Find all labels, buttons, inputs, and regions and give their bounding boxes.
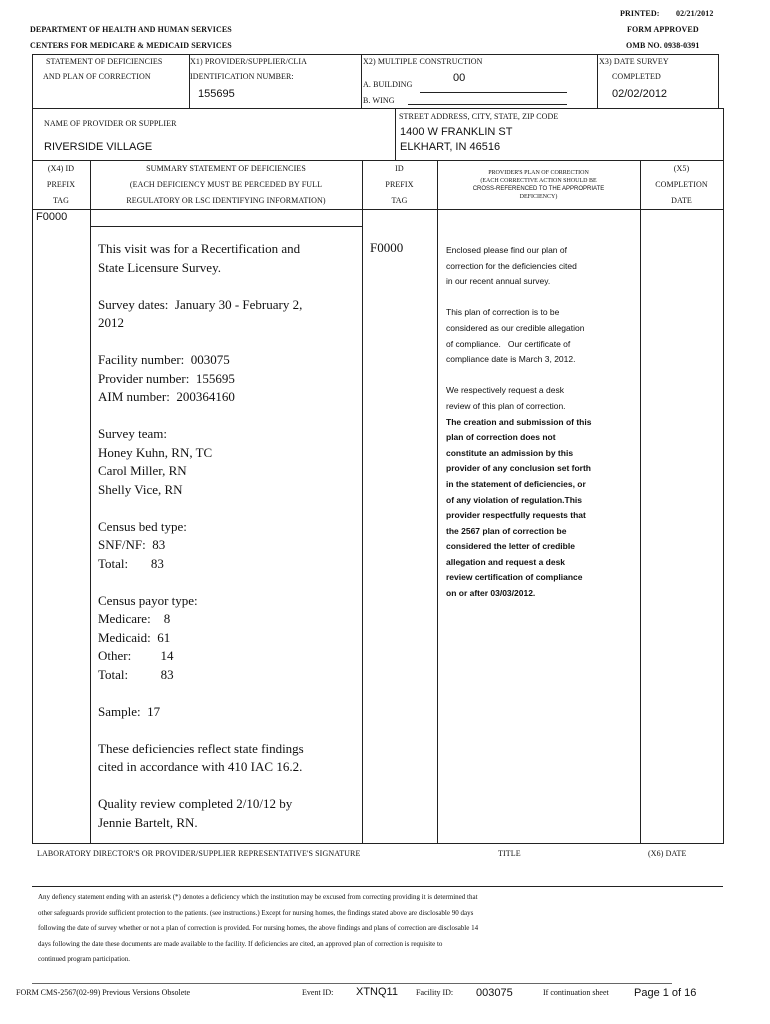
form-number: FORM CMS-2567(02-99) Previous Versions Obsolete bbox=[16, 988, 191, 997]
x4-header-1: (X4) ID bbox=[47, 164, 75, 173]
form-approved: FORM APPROVED bbox=[627, 25, 699, 34]
tag-row-rule bbox=[90, 226, 362, 227]
disclaimer-line: Any defiency statement ending with an asterisk (*) denotes a deficiency which the institution may be excused from correcting providing it is determined that bbox=[38, 893, 478, 901]
plan-line: allegation and request a desk bbox=[446, 556, 566, 567]
x2-label: X2) MULTIPLE CONSTRUCTION bbox=[363, 57, 483, 66]
plan-line: We respectively request a desk bbox=[446, 385, 564, 396]
disclaimer-line: following the date of survey whether or not a plan of correction is provided. For nursing homes, the above findings and plans of correction are disclosable 14 bbox=[38, 924, 479, 933]
plan-line: the 2567 plan of correction be bbox=[446, 525, 567, 536]
summary-line bbox=[98, 407, 304, 426]
plan-line: constitute an admission by this bbox=[446, 447, 574, 458]
col-divider-id bbox=[437, 160, 438, 844]
x1-label-1: X1) PROVIDER/SUPPLIER/CLIA bbox=[190, 57, 308, 66]
address-line-2: ELKHART, IN 46516 bbox=[400, 141, 501, 153]
summary-line: Provider number: 155695 bbox=[98, 370, 235, 386]
col-left-border-lower bbox=[32, 226, 33, 844]
summary-line bbox=[98, 721, 304, 740]
address-line-1: 1400 W FRANKLIN ST bbox=[400, 126, 513, 138]
plan-line bbox=[446, 368, 591, 384]
deficiency-summary bbox=[98, 240, 304, 832]
plan-line: provider of any conclusion set forth bbox=[446, 463, 591, 474]
tag-right: F0000 bbox=[370, 240, 404, 255]
disclaimer-line: days following the date these documents are made available to the facility. If deficiencies are cited, an approved plan of correction is requisite to bbox=[38, 939, 443, 948]
plan-line: provider respectfully requests that bbox=[446, 510, 586, 521]
name-address-divider bbox=[395, 108, 396, 160]
summary-line: Survey team: bbox=[98, 426, 167, 441]
x3-label-1: X3) DATE SURVEY bbox=[599, 57, 669, 66]
summary-line: Carol Miller, RN bbox=[98, 463, 187, 478]
id-header-2: PREFIX bbox=[385, 180, 414, 189]
summary-header-1: SUMMARY STATEMENT OF DEFICIENCIES bbox=[146, 164, 306, 173]
plan-header-4: DEFICIENCY) bbox=[519, 194, 558, 200]
plan-line bbox=[446, 290, 591, 306]
survey-date-value: 02/02/2012 bbox=[612, 88, 668, 100]
provider-name-label: NAME OF PROVIDER OR SUPPLIER bbox=[44, 119, 177, 128]
summary-line: Quality review completed 2/10/12 by bbox=[98, 796, 293, 811]
summary-line: Census payor type: bbox=[98, 592, 198, 608]
signature-label: LABORATORY DIRECTOR'S OR PROVIDER/SUPPLIER REPRESENTATIVE'S SIGNATURE bbox=[37, 849, 361, 858]
x5-header-1: (X5) bbox=[673, 164, 690, 173]
plan-line: on or after 03/03/2012. bbox=[446, 588, 536, 599]
col-divider-tag-lower bbox=[90, 226, 91, 844]
plan-line: considered the letter of credible bbox=[446, 541, 575, 552]
plan-header-2: (EACH CORRECTIVE ACTION SHOULD BE bbox=[480, 178, 597, 184]
id-header-1: ID bbox=[395, 164, 404, 173]
summary-line: Shelly Vice, RN bbox=[98, 481, 183, 497]
col-divider-tag bbox=[90, 160, 91, 226]
centers-name: CENTERS FOR MEDICARE & MEDICAID SERVICES bbox=[30, 41, 232, 50]
plan-line: in the statement of deficiencies, or bbox=[446, 478, 586, 489]
printed-label: PRINTED: bbox=[620, 9, 660, 18]
column-header-bottom-rule bbox=[32, 209, 723, 210]
summary-line: Census bed type: bbox=[98, 518, 187, 534]
col-right-border bbox=[723, 160, 724, 844]
summary-line: Jennie Bartelt, RN. bbox=[98, 814, 198, 830]
address-label: STREET ADDRESS, CITY, STATE, ZIP CODE bbox=[399, 112, 559, 121]
disclaimer-line: other safeguards provide sufficient protection to the patients. (see instructions.) Except for nursing homes, the findings stated above are disclosable 90 days bbox=[38, 908, 474, 917]
col-divider-plan bbox=[640, 160, 641, 844]
summary-line: State Licensure Survey. bbox=[98, 259, 221, 275]
summary-line: Medicaid: 61 bbox=[98, 629, 171, 645]
statement-label-2: AND PLAN OF CORRECTION bbox=[43, 72, 151, 81]
info-divider-2 bbox=[361, 54, 362, 108]
footer-rule bbox=[32, 983, 672, 984]
summary-line: Facility number: 003075 bbox=[98, 352, 230, 367]
plan-line: plan of correction does not bbox=[446, 432, 556, 443]
info-left-border bbox=[32, 54, 33, 108]
x3-label-2: COMPLETED bbox=[612, 72, 661, 81]
x5-header-2: COMPLETION bbox=[655, 180, 708, 189]
plan-line: This plan of correction is to be bbox=[446, 307, 560, 318]
info-right-border bbox=[718, 54, 719, 108]
building-underline bbox=[420, 92, 567, 93]
summary-line: Total: 83 bbox=[98, 555, 164, 571]
building-label: A. BUILDING bbox=[363, 80, 413, 89]
name-left-border bbox=[32, 108, 33, 160]
department-name: DEPARTMENT OF HEALTH AND HUMAN SERVICES bbox=[30, 25, 232, 34]
summary-line: Other: 14 bbox=[98, 648, 174, 663]
x5-header-3: DATE bbox=[671, 196, 692, 205]
signature-top-rule bbox=[32, 843, 723, 844]
summary-line: These deficiencies reflect state findings bbox=[98, 740, 304, 756]
summary-header-2: (EACH DEFICIENCY MUST BE PERCEDED BY FULL bbox=[129, 180, 323, 189]
plan-header-3: CROSS-REFERENCED TO THE APPROPRIATE bbox=[472, 186, 605, 192]
plan-line: considered as our credible allegation bbox=[446, 322, 585, 333]
omb-number: OMB NO. 0938-0391 bbox=[626, 41, 700, 50]
page-number: Page 1 of 16 bbox=[634, 987, 697, 999]
info-top-rule bbox=[32, 54, 718, 55]
summary-line bbox=[98, 573, 304, 592]
provider-id-value: 155695 bbox=[198, 88, 235, 100]
info-divider-3 bbox=[597, 54, 598, 108]
plan-line: review of this plan of correction. bbox=[446, 400, 566, 411]
x4-header-2: PREFIX bbox=[46, 180, 76, 189]
event-id-value: XTNQ11 bbox=[356, 986, 398, 998]
summary-line: Honey Kuhn, RN, TC bbox=[98, 444, 213, 460]
plan-line: of compliance. Our certificate of bbox=[446, 338, 571, 349]
wing-underline bbox=[408, 104, 567, 105]
summary-line: AIM number: 200364160 bbox=[98, 389, 235, 404]
summary-line: Medicare: 8 bbox=[98, 611, 171, 626]
printed-date: 02/21/2012 bbox=[676, 9, 714, 18]
tag-left: F0000 bbox=[36, 211, 68, 223]
plan-line: correction for the deficiencies cited bbox=[446, 260, 577, 271]
summary-line bbox=[98, 684, 304, 703]
event-id-label: Event ID: bbox=[302, 988, 334, 997]
plan-header-1: PROVIDER'S PLAN OF CORRECTION bbox=[488, 170, 589, 176]
wing-label: B. WING bbox=[363, 96, 395, 105]
title-label: TITLE bbox=[498, 849, 521, 858]
summary-header-3: REGULATORY OR LSC IDENTIFYING INFORMATION) bbox=[126, 196, 326, 205]
summary-line: cited in accordance with 410 IAC 16.2. bbox=[98, 759, 303, 774]
disclaimer bbox=[38, 890, 478, 968]
address-right-border bbox=[723, 108, 724, 160]
x6-date-label: (X6) DATE bbox=[648, 849, 687, 858]
summary-line: This visit was for a Recertification and bbox=[98, 241, 301, 256]
facility-id-value: 003075 bbox=[476, 987, 513, 999]
signature-bottom-rule bbox=[32, 886, 723, 887]
disclaimer-line: continued program participation. bbox=[38, 955, 130, 964]
plan-line: The creation and submission of this bbox=[446, 416, 592, 427]
summary-line: Survey dates: January 30 - February 2, bbox=[98, 296, 303, 312]
summary-line bbox=[98, 277, 304, 296]
x1-label-2: IDENTIFICATION NUMBER: bbox=[190, 72, 294, 81]
col-divider-summary bbox=[362, 160, 363, 844]
continuation-label: If continuation sheet bbox=[543, 988, 609, 997]
statement-label-1: STATEMENT OF DEFICIENCIES bbox=[46, 57, 163, 66]
summary-line: 2012 bbox=[98, 315, 124, 330]
address-top-rule bbox=[395, 108, 723, 109]
id-header-3: TAG bbox=[391, 196, 408, 205]
plan-line: review certification of compliance bbox=[446, 572, 583, 583]
summary-line bbox=[98, 333, 304, 352]
summary-line bbox=[98, 499, 304, 518]
summary-line: Sample: 17 bbox=[98, 703, 161, 719]
summary-line bbox=[98, 777, 304, 796]
plan-of-correction bbox=[446, 243, 591, 602]
facility-id-label: Facility ID: bbox=[416, 988, 454, 997]
summary-line: SNF/NF: 83 bbox=[98, 537, 166, 552]
plan-line: compliance date is March 3, 2012. bbox=[446, 354, 576, 365]
plan-line: Enclosed please find our plan of bbox=[446, 245, 567, 255]
plan-line: of any violation of regulation.This bbox=[446, 494, 583, 505]
building-value: 00 bbox=[453, 72, 466, 84]
plan-line: in our recent annual survey. bbox=[446, 276, 551, 287]
x4-header-3: TAG bbox=[52, 196, 70, 205]
name-bottom-rule bbox=[32, 160, 723, 161]
summary-line: Total: 83 bbox=[98, 666, 174, 682]
provider-name-value: RIVERSIDE VILLAGE bbox=[44, 141, 153, 153]
info-bottom-rule-left bbox=[32, 108, 395, 109]
